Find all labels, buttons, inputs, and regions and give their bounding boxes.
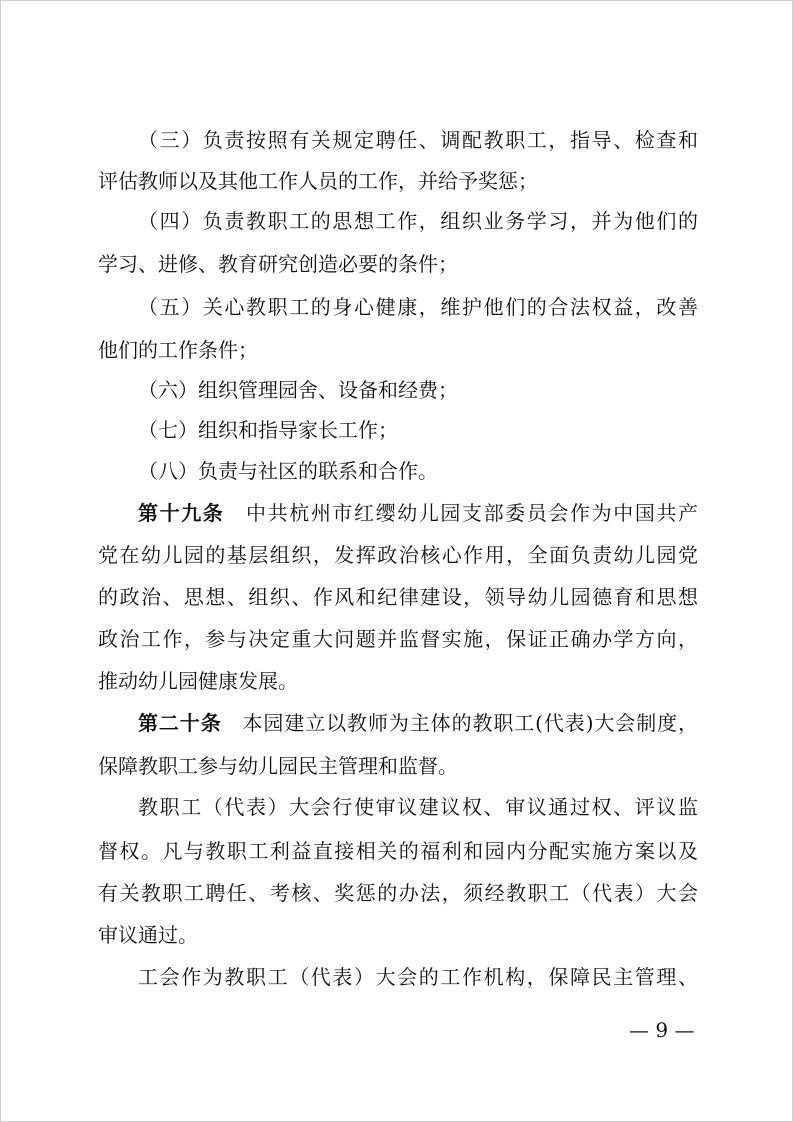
text-line: 学习、进修、教育研究创造必要的条件； — [98, 252, 458, 276]
text-line: （八）负责与社区的联系和合作。 — [138, 459, 438, 483]
text-line: 审议通过。 — [98, 923, 198, 947]
text-line: （六）组织管理园舍、设备和经费； — [138, 378, 458, 402]
article-20-text: 本园建立以教师为主体的教职工(代表)大会制度， — [242, 711, 699, 735]
text-line: 他们的工作条件； — [98, 338, 258, 362]
text-line: 教职工（代表）大会行使审议建议权、审议通过权、评议监 — [138, 795, 698, 819]
article-20-label: 第二十条 — [138, 711, 222, 735]
text-line: 督权。凡与教职工利益直接相关的福利和园内分配实施方案以及 — [98, 839, 698, 863]
text-line: 工会作为教职工（代表）大会的工作机构，保障民主管理、 — [138, 965, 698, 989]
article-19-text: 中共杭州市红缨幼儿园支部委员会作为中国共产 — [246, 501, 699, 525]
text-line: 保障教职工参与幼儿园民主管理和监督。 — [98, 754, 458, 778]
text-line: 党在幼儿园的基层组织，发挥政治核心作用，全面负责幼儿园党 — [98, 543, 698, 567]
text-line: （五）关心教职工的身心健康，维护他们的合法权益，改善 — [138, 295, 698, 319]
text-line: （三）负责按照有关规定聘任、调配教职工，指导、检查和 — [138, 128, 698, 152]
text-line: 评估教师以及其他工作人员的工作，并给予奖惩； — [98, 169, 538, 193]
text-line: 的政治、思想、组织、作风和纪律建设，领导幼儿园德育和思想 — [98, 585, 698, 609]
page-number: — 9 — — [629, 1018, 695, 1042]
article-19-line — [138, 501, 698, 525]
article-20-line — [138, 711, 698, 735]
text-line: 政治工作，参与决定重大问题并监督实施，保证正确办学方向， — [98, 627, 698, 651]
text-line: （四）负责教职工的思想工作，组织业务学习，并为他们的 — [138, 209, 698, 233]
text-line: 有关教职工聘任、考核、奖惩的办法，须经教职工（代表）大会 — [98, 881, 698, 905]
text-line: 推动幼儿园健康发展。 — [98, 669, 298, 693]
text-line: （七）组织和指导家长工作； — [138, 418, 398, 442]
article-19-label: 第十九条 — [138, 501, 225, 525]
